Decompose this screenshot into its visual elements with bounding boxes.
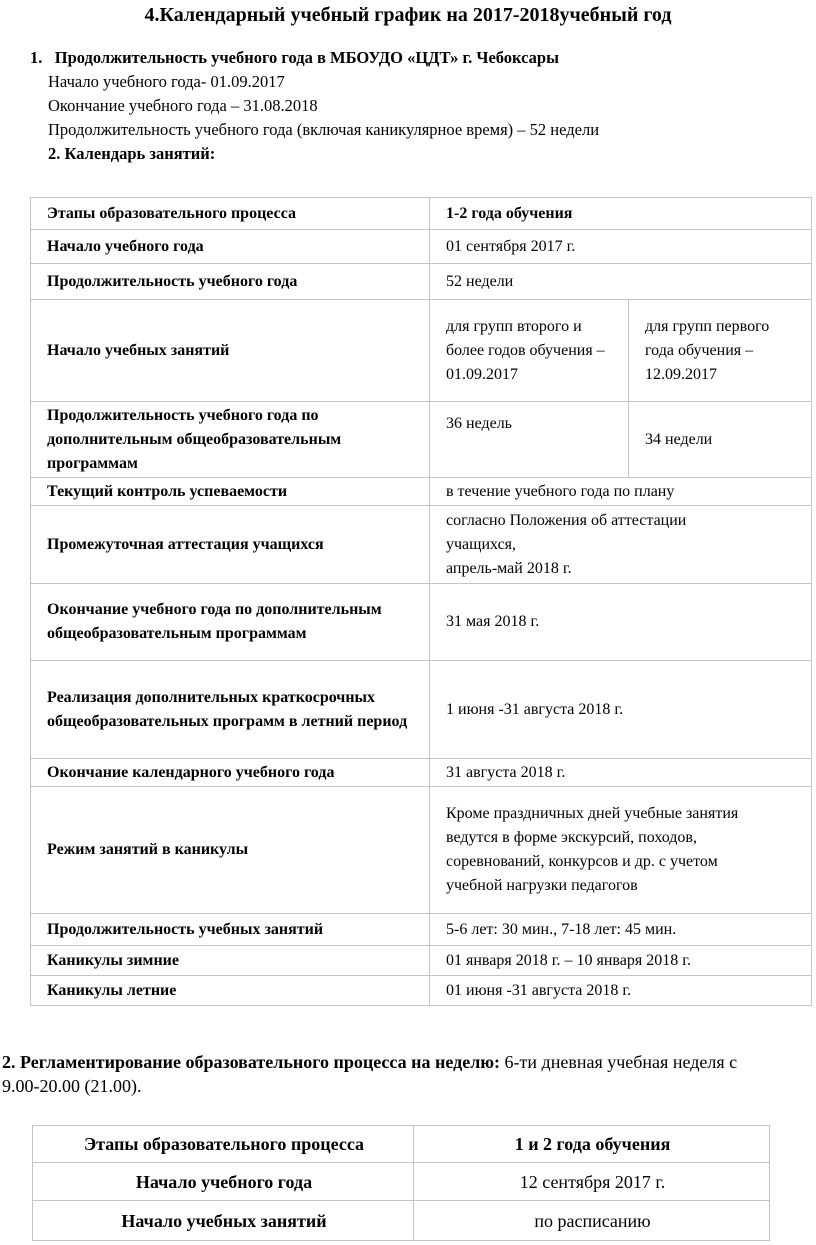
row-label: Продолжительность учебного года	[31, 264, 430, 300]
row-label: Продолжительность учебных занятий	[31, 914, 430, 946]
table-row	[31, 976, 812, 1006]
start-line: Начало учебного года- 01.09.2017	[48, 72, 285, 91]
end-line: Окончание учебного года – 31.08.2018	[48, 96, 318, 115]
header-cell: Этапы образовательного процесса	[33, 1126, 414, 1163]
table-row	[31, 300, 812, 402]
weekly-table	[32, 1125, 770, 1241]
row-value: 36 недель	[430, 402, 629, 478]
row-label: Начало учебного года	[31, 230, 430, 264]
row-value: 5-6 лет: 30 мин., 7-18 лет: 45 мин.	[430, 914, 812, 946]
table-row	[31, 230, 812, 264]
row-value: 34 недели	[629, 402, 812, 478]
section2-paragraph	[2, 1050, 762, 1098]
item-number: 1.	[30, 48, 43, 67]
item1-heading: Продолжительность учебного года в МБОУДО «ЦДТ» г. Чебоксары	[54, 48, 559, 67]
row-value: Кроме праздничных дней учебные занятия ведутся в форме экскурсий, походов, соревнований, конкурсов и др. с учетом учебной нагрузки педагогов	[446, 805, 739, 894]
row-value: для групп первого года обучения – 12.09.2017	[629, 300, 812, 402]
section2-text: 6-ти дневная учебная неделя с 9.00-20.00 (21.00).	[2, 1052, 738, 1096]
row-value: 1 июня -31 августа 2018 г.	[430, 661, 812, 759]
table-row	[31, 402, 812, 478]
row-label: Каникулы зимние	[31, 946, 430, 976]
table-row	[31, 478, 812, 506]
row-value: 01 июня -31 августа 2018 г.	[430, 976, 812, 1006]
row-value: 01 сентября 2017 г.	[430, 230, 812, 264]
row-value: 52 недели	[430, 264, 812, 300]
row-value: 31 мая 2018 г.	[430, 584, 812, 661]
intro-block	[30, 46, 599, 166]
row-label: Окончание календарного учебного года	[31, 759, 430, 787]
row-value: в течение учебного года по плану	[430, 478, 812, 506]
table-row	[33, 1201, 770, 1241]
row-label: Начало учебных занятий	[31, 300, 430, 402]
row-label: Начало учебного года	[33, 1163, 414, 1201]
table-row	[31, 946, 812, 976]
row-label: Промежуточная аттестация учащихся	[31, 506, 430, 584]
table-row	[31, 759, 812, 787]
row-value: 12 сентября 2017 г.	[414, 1163, 770, 1201]
row-label: Текущий контроль успеваемости	[31, 478, 430, 506]
item2-heading: 2. Календарь занятий:	[48, 144, 216, 163]
table-row	[33, 1163, 770, 1201]
table-row	[31, 661, 812, 759]
header-cell: Этапы образовательного процесса	[31, 198, 430, 230]
header-cell: 1 и 2 года обучения	[414, 1126, 770, 1163]
table-header-row	[33, 1126, 770, 1163]
table-row	[31, 506, 812, 584]
row-value: согласно Положения об аттестации учащихся,	[446, 511, 687, 553]
table-header-row	[31, 198, 812, 230]
calendar-table	[30, 197, 812, 1006]
table-row	[31, 787, 812, 914]
table-row	[31, 264, 812, 300]
row-label: Каникулы летние	[31, 976, 430, 1006]
document-title: 4.Календарный учебный график на 2017-2018учебный год	[144, 4, 672, 26]
row-value: 31 августа 2018 г.	[430, 759, 812, 787]
row-label: Реализация дополнительных краткосрочных общеобразовательных программ в летний период	[31, 661, 430, 759]
row-value: по расписанию	[414, 1201, 770, 1241]
row-value: для групп второго и более годов обучения – 01.09.2017	[430, 300, 629, 402]
row-label: Начало учебных занятий	[33, 1201, 414, 1241]
section2-heading: 2. Регламентирование образовательного процесса на неделю:	[2, 1052, 501, 1072]
row-value: апрель-май 2018 г.	[446, 559, 572, 577]
row-label: Окончание учебного года по дополнительным общеобразовательным программам	[31, 584, 430, 661]
duration-line: Продолжительность учебного года (включая каникулярное время) – 52 недели	[48, 120, 600, 139]
table-row	[31, 914, 812, 946]
row-label: Режим занятий в каникулы	[31, 787, 430, 914]
row-label: Продолжительность учебного года по дополнительным общеобразовательным программам	[31, 402, 430, 478]
table-row	[31, 584, 812, 661]
row-value: 01 января 2018 г. – 10 января 2018 г.	[430, 946, 812, 976]
header-cell: 1-2 года обучения	[430, 198, 812, 230]
